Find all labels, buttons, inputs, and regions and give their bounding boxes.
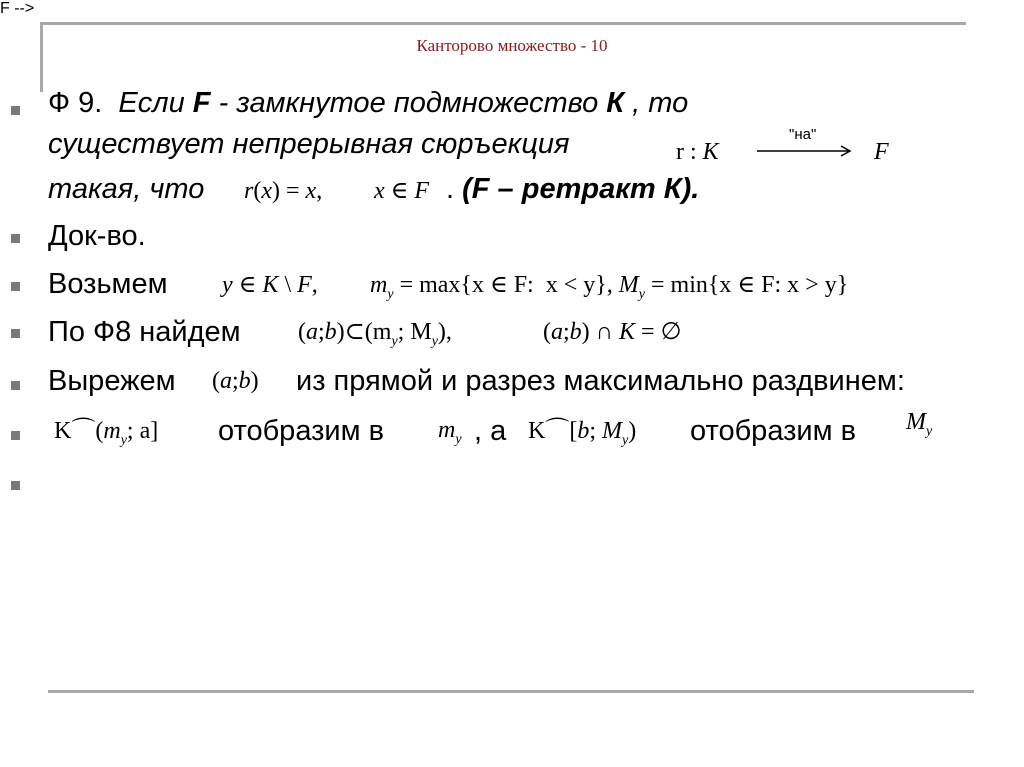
map-to-text-1: отобразим в [218, 415, 385, 447]
int-a: a [551, 319, 563, 345]
cap-symbol: ⌒ [71, 418, 96, 444]
map-codomain [874, 138, 889, 166]
max-definition: = min{x ∈ F: x > y} [645, 272, 849, 298]
max-sub: y [638, 287, 645, 302]
right-semi: ; [589, 418, 603, 444]
cut-text: из прямой и разрез максимально раздвинем: [296, 365, 905, 397]
cond-x: x [374, 178, 385, 204]
left-m: m [103, 418, 121, 444]
cut-open: ( [212, 368, 220, 394]
cond-r: r [244, 178, 254, 204]
frame-bottom-rule [48, 690, 974, 693]
bullet-icon [11, 282, 20, 291]
proof-label: Док-во. [48, 220, 146, 252]
cond-f: F [414, 178, 430, 204]
int-open: ( [298, 319, 306, 345]
target-m-letter: m [438, 417, 456, 443]
take-in: ∈ [232, 272, 263, 298]
target-m-sub: y [455, 432, 462, 447]
theorem-if: Если [118, 87, 193, 119]
min-sub: y [387, 287, 394, 302]
min-definition: = max{x ∈ F: x < y}, [393, 272, 619, 298]
theorem-number: Ф 9. [48, 87, 119, 119]
cut-semi: ; [232, 368, 239, 394]
int-a: a [306, 319, 318, 345]
left-m-sub: y [120, 433, 127, 448]
right-k: K [528, 418, 546, 444]
take-setminus: \ [278, 272, 298, 298]
theorem-conclusion [446, 172, 699, 206]
int-semi: ; [563, 319, 570, 345]
cut-close: ) [250, 368, 259, 394]
right-M: M [602, 418, 623, 444]
find-label: По Ф8 найдем [48, 316, 241, 348]
subset-symbol: ⊂ [344, 319, 365, 345]
left-open: ( [95, 418, 104, 444]
map-domain-k: K [702, 139, 719, 165]
right-arrow-icon [757, 144, 853, 158]
int-semi: ; [318, 319, 325, 345]
conclusion-retract: (F – ретракт К). [462, 173, 700, 205]
map-colon: : [684, 139, 703, 165]
map-codomain-f: F [874, 139, 889, 165]
interval-formula [298, 318, 452, 349]
empty-set-symbol: ∅ [660, 319, 682, 345]
theorem-set-k: К [606, 87, 625, 119]
cut-interval [212, 367, 259, 395]
theorem-line-2: существует непрерывная сюръекция [48, 128, 570, 160]
frame-left-rule [40, 22, 43, 92]
conclusion-dot: . [446, 173, 463, 205]
target-M-sub: y [926, 424, 933, 439]
int-b: b [569, 319, 582, 345]
int-M: ; M [397, 319, 432, 345]
take-k: K [262, 272, 279, 298]
cut-a: a [220, 368, 232, 394]
theorem-text: - замкнутое подмножество [210, 87, 607, 119]
min-m: m [370, 272, 388, 298]
take-f: F [297, 272, 312, 298]
slide-title: Канторово множество - 10 [416, 36, 608, 55]
int-close: ) [336, 319, 345, 345]
right-close: ) [628, 418, 637, 444]
take-formula [222, 271, 318, 299]
target-M [906, 408, 933, 439]
right-open: [ [569, 418, 578, 444]
left-rest: ; a] [126, 418, 159, 444]
int-open: ( [543, 319, 551, 345]
right-part-formula [528, 417, 637, 448]
cond-in: ∈ [384, 178, 415, 204]
theorem-set-f: F [192, 87, 211, 119]
left-part-formula [54, 417, 159, 448]
right-M-sub: y [622, 433, 629, 448]
int-end: ), [437, 319, 452, 345]
int-m: (m [364, 319, 392, 345]
retract-domain [374, 177, 429, 205]
max-m: M [618, 272, 639, 298]
cut-label: Вырежем [48, 365, 176, 397]
extrema-formula [370, 271, 849, 302]
int-m-sub: y [391, 334, 398, 349]
map-r: r [676, 139, 684, 165]
cap-symbol: ⌒ [545, 418, 570, 444]
int-close: ) [581, 319, 590, 345]
bullet-icon [11, 481, 20, 490]
arrow-label: "на" [789, 126, 817, 143]
bullet-icon [11, 381, 20, 390]
cond-x: x [305, 178, 317, 204]
cond-eq: ) = [272, 178, 306, 204]
int-M-sub: y [431, 334, 438, 349]
intersection-formula [543, 318, 681, 346]
cap-symbol: ∩ [589, 319, 620, 345]
left-k: K [54, 418, 72, 444]
surjection-formula [676, 138, 719, 166]
take-label: Возьмем [48, 268, 168, 300]
int-b: b [324, 319, 337, 345]
theorem-such-that: такая, что [48, 173, 205, 205]
and-text: , а [474, 415, 507, 447]
cond-comma: , [316, 178, 323, 204]
right-b: b [577, 418, 590, 444]
bullet-icon [11, 234, 20, 243]
map-to-text-2: отобразим в [690, 415, 857, 447]
cut-b: b [238, 368, 251, 394]
frame-top-rule [40, 22, 966, 25]
bullet-icon [11, 329, 20, 338]
int-eq: = [635, 319, 661, 345]
theorem-line-3 [48, 172, 204, 206]
cond-x: x [261, 178, 272, 204]
retract-condition: r(x) = x, [244, 178, 323, 204]
bullet-icon [11, 431, 20, 440]
take-y: y [222, 272, 233, 298]
theorem-line-1 [48, 86, 688, 120]
bullet-icon [11, 106, 20, 115]
int-k: K [619, 319, 636, 345]
theorem-text-to: , то [624, 87, 689, 119]
target-m [438, 416, 462, 447]
target-M-letter: M [906, 409, 926, 435]
take-comma: , [311, 272, 318, 298]
